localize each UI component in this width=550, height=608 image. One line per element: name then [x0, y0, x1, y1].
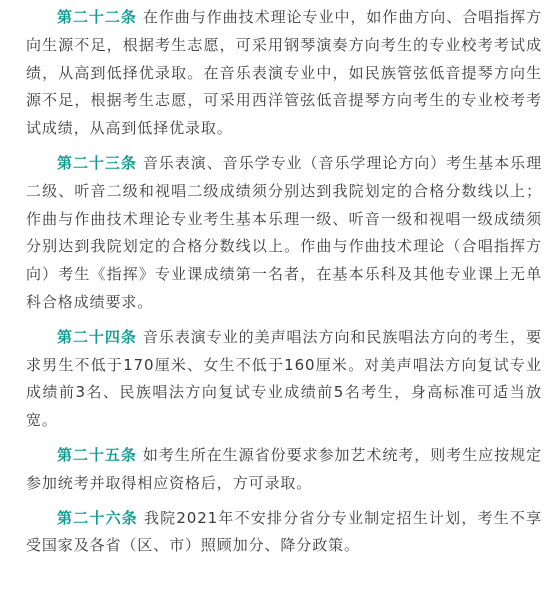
article-24	[26, 324, 542, 435]
article-text: 在作曲与作曲技术理论专业中，如作曲方向、合唱指挥方向生源不足，根据考生志愿，可采用钢琴演奏方向考生的专业校考考试成绩，从高到低择优录取。在音乐表演专业中，如民族管弦低音提琴方向生源不足，根据考生志愿，可采用西洋管弦低音提琴方向考生的专业校考考试成绩，从高到低择优录取。	[26, 8, 542, 138]
article-title: 第二十二条	[57, 8, 137, 26]
article-text: 音乐表演、音乐学专业（音乐学理论方向）考生基本乐理二级、听音二级和视唱二级成绩须分别达到我院划定的合格分数线以上；作曲与作曲技术理论专业考生基本乐理一级、听音一级和视唱一级成绩须分别达到我院划定的合格分数线以上。作曲与作曲技术理论（合唱指挥方向）考生《指挥》专业课成绩第一名者，在基本乐科及其他专业课上无单科合格成绩要求。	[26, 153, 542, 311]
article-text: 如考生所在生源省份要求参加艺术统考，则考生应按规定参加统考并取得相应资格后，方可录取。	[26, 445, 542, 492]
article-text: 我院2021年不安排分省分专业制定招生计划，考生不享受国家及各省（区、市）照顾加分、降分政策。	[26, 508, 542, 555]
article-title: 第二十三条	[57, 153, 137, 172]
article-25	[26, 442, 542, 498]
article-23	[26, 150, 542, 317]
article-title: 第二十四条	[57, 327, 137, 346]
article-title: 第二十六条	[57, 508, 138, 527]
article-text: 音乐表演专业的美声唱法方向和民族唱法方向的考生，要求男生不低于170厘米、女生不低于160厘米。对美声唱法方向复试专业成绩前3名、民族唱法方向复试专业成绩前5名考生，身高标准可适当放宽。	[26, 327, 542, 430]
article-26	[26, 505, 542, 561]
article-22	[26, 4, 542, 143]
article-title: 第二十五条	[57, 445, 137, 464]
